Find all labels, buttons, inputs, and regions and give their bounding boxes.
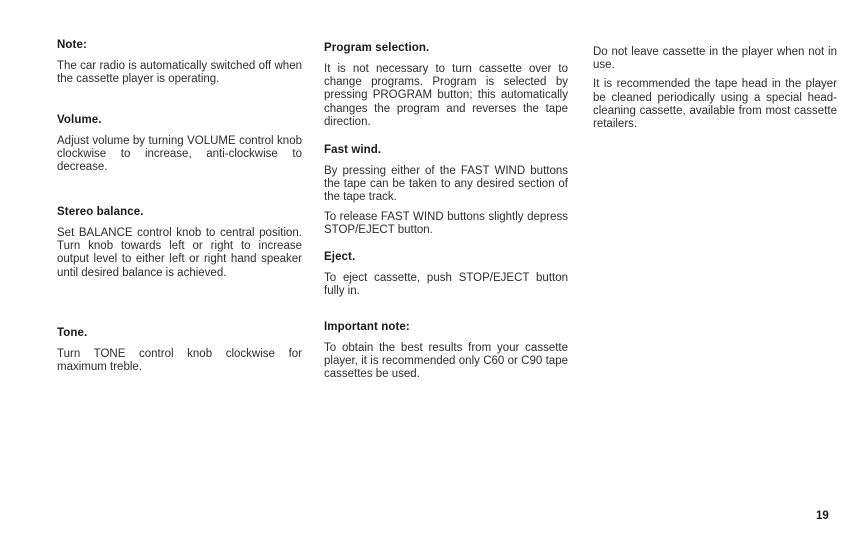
care-text-2: It is recommended the tape head in the player be cleaned periodically using a special head-cleaning cassette, available from most cassette retailers.	[593, 78, 837, 131]
fast-wind-heading: Fast wind.	[324, 144, 382, 156]
volume-text: Adjust volume by turning VOLUME control knob clockwise to increase, anti-clockwise to decrease.	[57, 135, 302, 174]
stereo-balance-heading: Stereo balance.	[57, 206, 144, 218]
eject-text: To eject cassette, push STOP/EJECT button fully in.	[324, 272, 568, 298]
tone-text: Turn TONE control knob clockwise for maximum treble.	[57, 348, 302, 374]
tone-section	[57, 326, 302, 380]
program-selection-section	[324, 41, 568, 135]
eject-section	[324, 250, 568, 304]
program-selection-text: It is not necessary to turn cassette over to change programs. Program is selected by pressing PROGRAM button; this automatically changes the program and reverses the tape direction.	[324, 63, 568, 128]
fast-wind-text-2: To release FAST WIND buttons slightly depress STOP/EJECT button.	[324, 210, 568, 236]
care-text-1: Do not leave cassette in the player when not in use.	[593, 46, 837, 72]
volume-section	[57, 113, 302, 181]
stereo-balance-section	[57, 205, 302, 286]
eject-heading: Eject.	[324, 251, 356, 263]
note-text: The car radio is automatically switched off when the cassette player is operating.	[57, 60, 302, 86]
care-section	[593, 46, 837, 137]
program-selection-heading: Program selection.	[324, 42, 430, 54]
important-note-section	[324, 320, 568, 388]
fast-wind-section	[324, 143, 568, 243]
important-note-heading: Important note:	[324, 321, 410, 333]
page-number: 19	[816, 510, 829, 522]
stereo-balance-text: Set BALANCE control knob to central position. Turn knob towards left or right to increase output level to either left or right hand speaker until desired balance is achieved.	[57, 227, 302, 279]
note-heading: Note:	[57, 39, 87, 51]
tone-heading: Tone.	[57, 327, 88, 339]
fast-wind-text-1: By pressing either of the FAST WIND buttons the tape can be taken to any desired section of the tape track.	[324, 165, 568, 204]
important-note-text: To obtain the best results from your cassette player, it is recommended only C60 or C90 tape cassettes be used.	[324, 342, 568, 381]
volume-heading: Volume.	[57, 114, 102, 126]
note-section	[57, 38, 302, 92]
